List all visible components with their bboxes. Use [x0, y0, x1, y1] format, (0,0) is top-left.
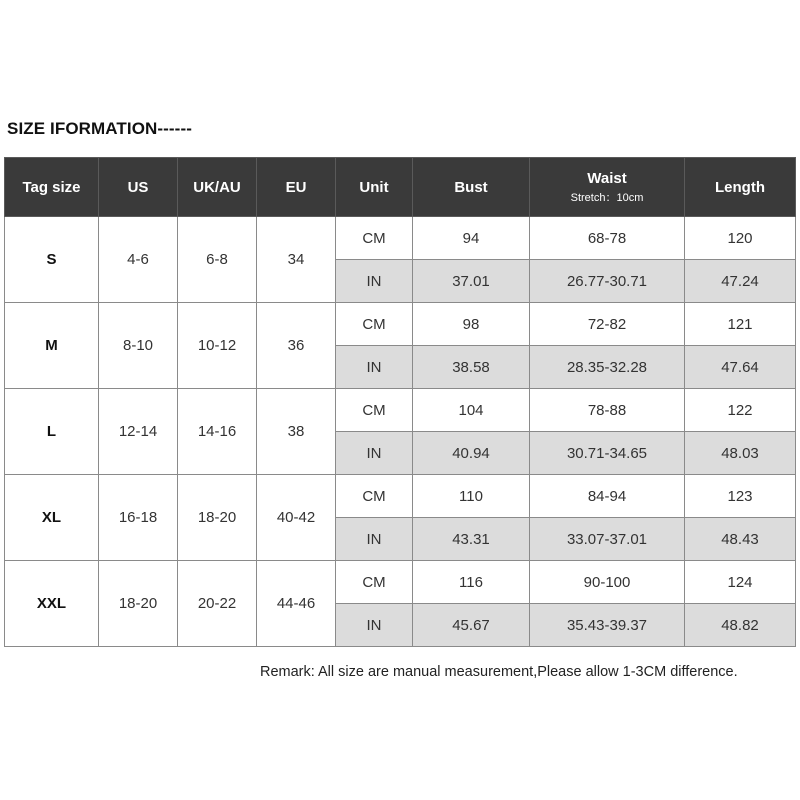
unit-cell: IN — [336, 432, 413, 475]
tag-size-cell: XXL — [5, 561, 99, 647]
table-row-cm — [5, 561, 796, 604]
uk-au-cell: 6-8 — [178, 217, 257, 303]
header-waist-stretch: Stretch：10cm — [570, 191, 644, 204]
header-eu: EU — [257, 158, 336, 217]
unit-cell: IN — [336, 518, 413, 561]
waist-cell: 78-88 — [530, 389, 685, 432]
size-table — [4, 157, 796, 647]
header-length: Length — [685, 158, 796, 217]
page-title: SIZE IFORMATION------ — [7, 119, 192, 138]
uk-au-cell: 18-20 — [178, 475, 257, 561]
length-cell: 123 — [685, 475, 796, 518]
waist-cell: 72-82 — [530, 303, 685, 346]
header-uk-au: UK/AU — [178, 158, 257, 217]
bust-cell: 116 — [413, 561, 530, 604]
us-cell: 8-10 — [99, 303, 178, 389]
header-unit: Unit — [336, 158, 413, 217]
eu-cell: 44-46 — [257, 561, 336, 647]
waist-cell: 26.77-30.71 — [530, 260, 685, 303]
eu-cell: 38 — [257, 389, 336, 475]
eu-cell: 34 — [257, 217, 336, 303]
table-row-cm — [5, 217, 796, 260]
unit-cell: IN — [336, 346, 413, 389]
bust-cell: 45.67 — [413, 604, 530, 647]
table-row-cm — [5, 475, 796, 518]
us-cell: 4-6 — [99, 217, 178, 303]
tag-size-cell: M — [5, 303, 99, 389]
bust-cell: 104 — [413, 389, 530, 432]
uk-au-cell: 20-22 — [178, 561, 257, 647]
unit-cell: CM — [336, 475, 413, 518]
header-bust: Bust — [413, 158, 530, 217]
unit-cell: CM — [336, 389, 413, 432]
uk-au-cell: 14-16 — [178, 389, 257, 475]
header-waist-label: Waist — [587, 169, 627, 187]
header-tag-size: Tag size — [5, 158, 99, 217]
length-cell: 48.43 — [685, 518, 796, 561]
length-cell: 48.03 — [685, 432, 796, 475]
bust-cell: 94 — [413, 217, 530, 260]
length-cell: 122 — [685, 389, 796, 432]
length-cell: 121 — [685, 303, 796, 346]
length-cell: 47.24 — [685, 260, 796, 303]
waist-cell: 30.71-34.65 — [530, 432, 685, 475]
bust-cell: 43.31 — [413, 518, 530, 561]
size-table-body — [5, 217, 796, 647]
unit-cell: CM — [336, 303, 413, 346]
waist-cell: 84-94 — [530, 475, 685, 518]
bust-cell: 98 — [413, 303, 530, 346]
bust-cell: 37.01 — [413, 260, 530, 303]
bust-cell: 110 — [413, 475, 530, 518]
waist-cell: 35.43-39.37 — [530, 604, 685, 647]
length-cell: 47.64 — [685, 346, 796, 389]
remark-text: Remark: All size are manual measurement,Please allow 1-3CM difference. — [260, 664, 738, 680]
uk-au-cell: 10-12 — [178, 303, 257, 389]
header-waist — [530, 158, 685, 217]
us-cell: 18-20 — [99, 561, 178, 647]
length-cell: 48.82 — [685, 604, 796, 647]
length-cell: 124 — [685, 561, 796, 604]
table-row-cm — [5, 389, 796, 432]
us-cell: 12-14 — [99, 389, 178, 475]
tag-size-cell: L — [5, 389, 99, 475]
unit-cell: CM — [336, 561, 413, 604]
waist-cell: 28.35-32.28 — [530, 346, 685, 389]
waist-cell: 33.07-37.01 — [530, 518, 685, 561]
header-row — [5, 158, 796, 217]
eu-cell: 40-42 — [257, 475, 336, 561]
us-cell: 16-18 — [99, 475, 178, 561]
eu-cell: 36 — [257, 303, 336, 389]
header-us: US — [99, 158, 178, 217]
table-row-cm — [5, 303, 796, 346]
length-cell: 120 — [685, 217, 796, 260]
tag-size-cell: XL — [5, 475, 99, 561]
bust-cell: 40.94 — [413, 432, 530, 475]
unit-cell: IN — [336, 604, 413, 647]
bust-cell: 38.58 — [413, 346, 530, 389]
unit-cell: CM — [336, 217, 413, 260]
tag-size-cell: S — [5, 217, 99, 303]
unit-cell: IN — [336, 260, 413, 303]
waist-cell: 68-78 — [530, 217, 685, 260]
waist-cell: 90-100 — [530, 561, 685, 604]
